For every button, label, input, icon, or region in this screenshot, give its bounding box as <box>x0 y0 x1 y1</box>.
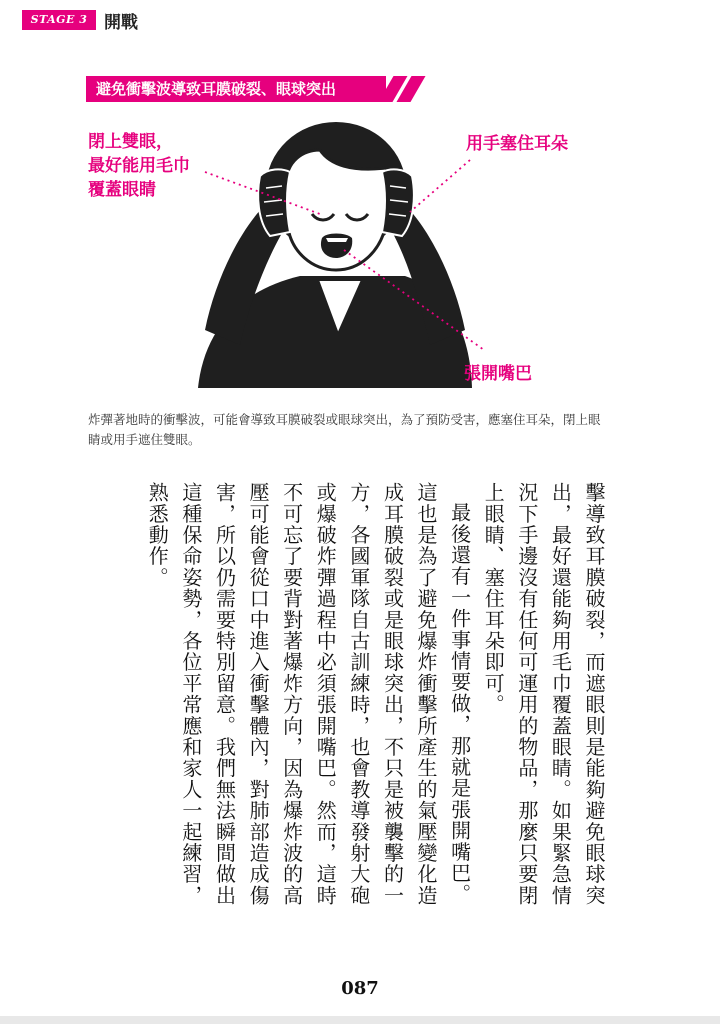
ears-callout-line <box>410 160 470 212</box>
bottom-rule <box>0 1016 720 1024</box>
callout-ears: 用手塞住耳朵 <box>466 134 568 154</box>
chapter-title: 開戰 <box>104 13 138 33</box>
figure-caption: 炸彈著地時的衝擊波，可能會導致耳膜破裂或眼球突出，為了預防受害，應塞住耳朵，閉上眼睛或用手遮住雙眼。 <box>88 412 601 447</box>
callout-eyes <box>88 130 190 202</box>
section-heading: 避免衝擊波導致耳膜破裂、眼球突出 <box>96 80 337 98</box>
teeth <box>326 238 348 242</box>
callout-mouth: 張開嘴巴 <box>464 364 532 384</box>
callout-eyes-line1: 閉上雙眼， <box>88 132 173 152</box>
callout-eyes-line2: 最好能用毛巾 <box>88 156 190 176</box>
body-text <box>70 482 610 922</box>
page-number: 087 <box>341 978 379 999</box>
right-hand <box>382 169 414 236</box>
body-paragraph: 最後還有一件事情要做，那就是張開嘴巴。這也是為了避免爆炸衝擊所產生的氣壓變化造成耳膜破裂或是眼球突出，不只是被襲擊的一方，各國軍隊自古訓練時，也會教導發射大砲或爆破炸彈過程中必須張開嘴巴。然而，這時不可忘了要背對著爆炸方向，因為爆炸波的高壓可能會從口中進入衝擊體內，對肺部造成傷害，所以仍需要特別留意。我們無法瞬間做出這種保命姿勢，各位平常應和家人一起練習，熟悉動作。 <box>145 482 472 906</box>
body-paragraph: 擊導致耳膜破裂，而遮眼則是能夠避免眼球突出，最好還能夠用毛巾覆蓋眼睛。如果緊急情況下手邊沒有任何可運用的物品，那麼只要閉上眼睛、塞住耳朵即可。 <box>481 482 606 906</box>
left-hand <box>258 169 290 236</box>
callout-eyes-line3: 覆蓋眼睛 <box>88 180 156 200</box>
stage-badge: STAGE 3 <box>22 10 96 30</box>
